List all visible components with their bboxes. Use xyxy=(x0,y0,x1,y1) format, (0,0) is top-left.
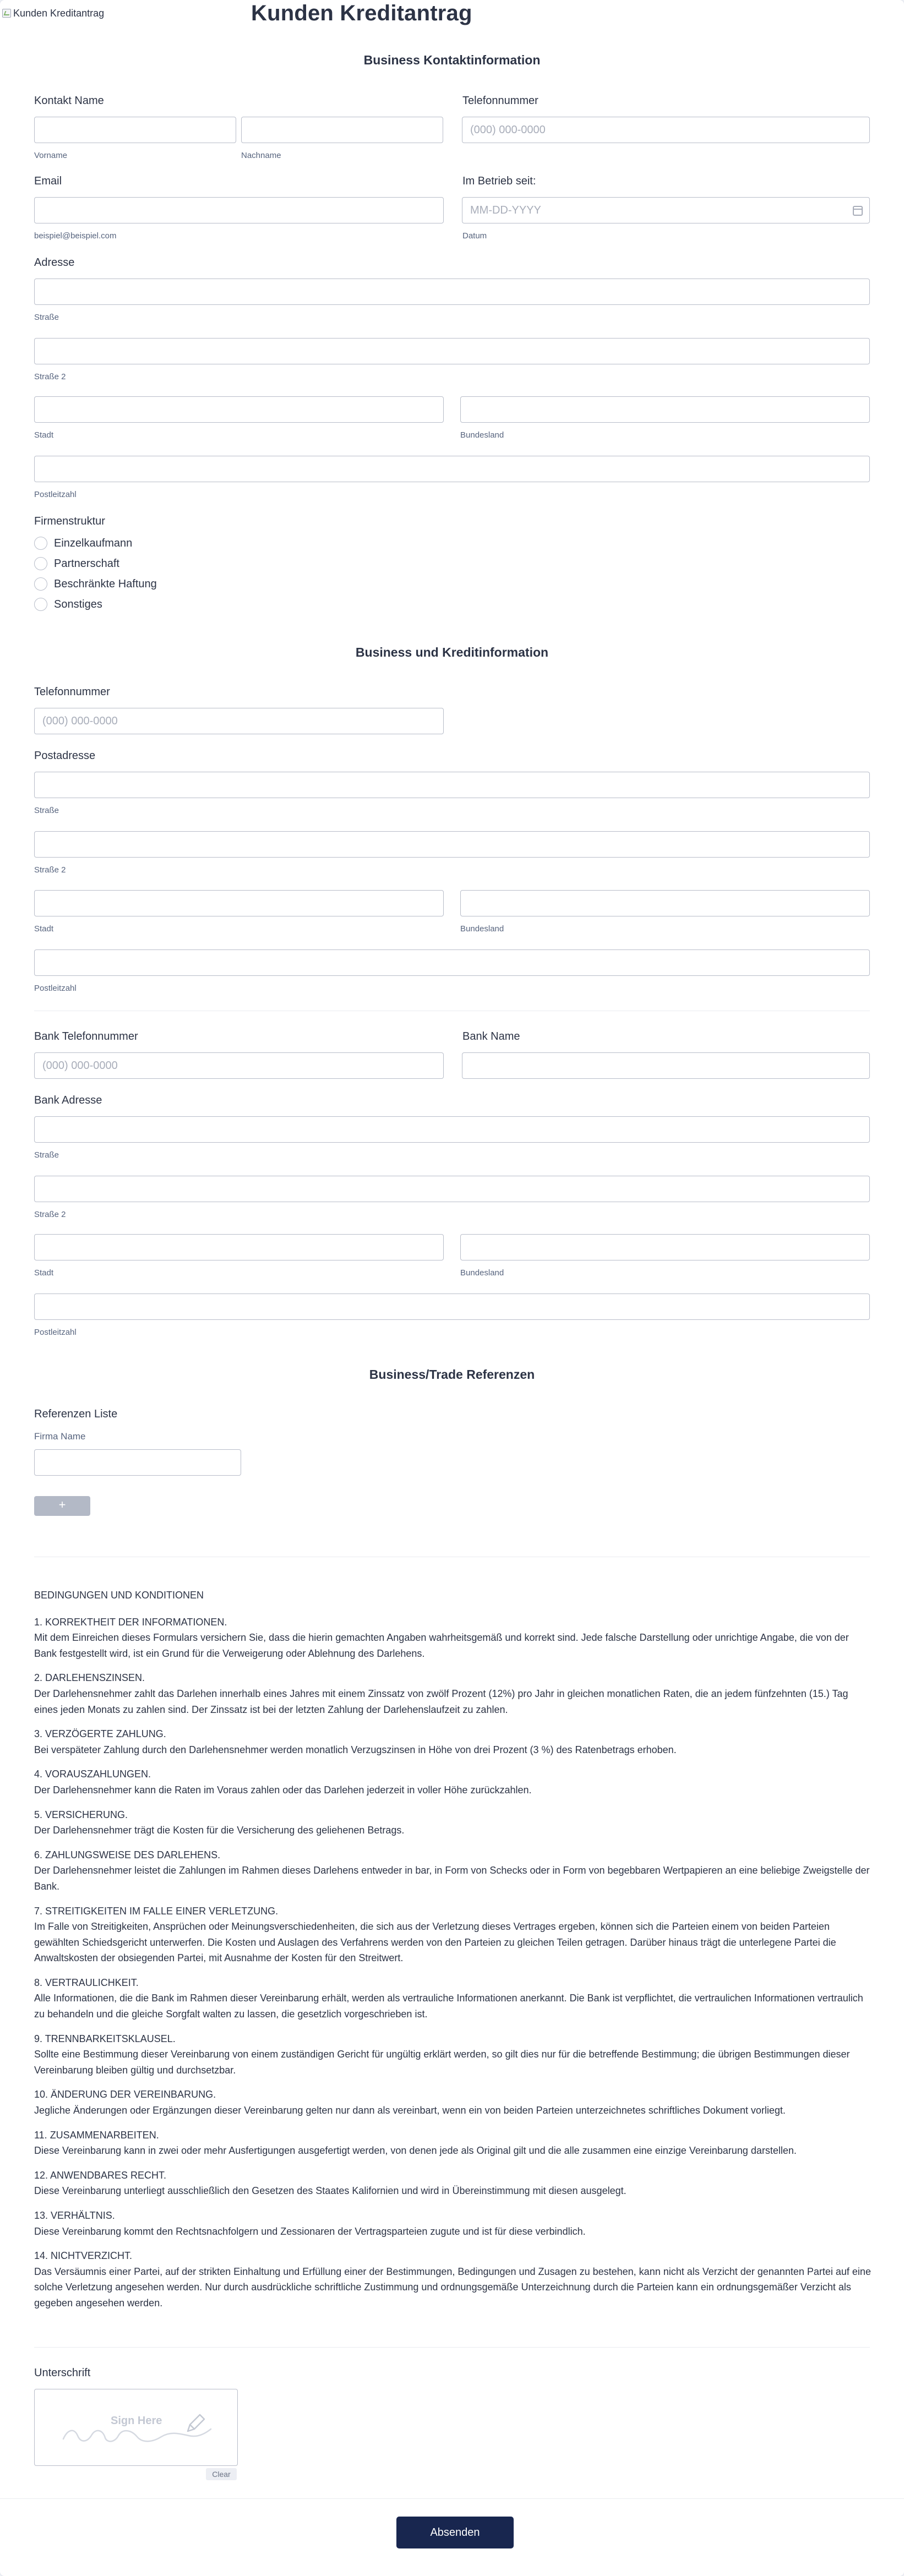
zip-sublabel: Postleitzahl xyxy=(34,490,77,499)
city-sublabel: Stadt xyxy=(34,924,54,934)
form-logo xyxy=(2,7,104,20)
radio-option-sole-proprietor[interactable] xyxy=(34,536,132,550)
city-sublabel: Stadt xyxy=(34,430,54,440)
street2-sublabel: Straße 2 xyxy=(34,1210,66,1219)
terms-item: 6. ZAHLUNGSWEISE DES DARLEHENS. Der Darlehensnehmer leistet die Zahlungen im Rahmen dieses Darlehens entweder in bar, in Form von Schecks oder in Form von begebbaren Wertpapieren an eine beliebige Zweigstelle der Bank. xyxy=(34,1849,870,1892)
postal-zip-input[interactable] xyxy=(34,949,870,976)
signature-scribble-icon xyxy=(35,2389,238,2466)
address-city-input[interactable] xyxy=(34,396,444,423)
zip-sublabel: Postleitzahl xyxy=(34,984,77,993)
radio-label: Sonstiges xyxy=(54,598,102,610)
city-sublabel: Stadt xyxy=(34,1268,54,1278)
radio-option-other[interactable] xyxy=(34,597,102,612)
bank-street-input[interactable] xyxy=(34,1116,870,1143)
logo-alt-text: Kunden Kreditantrag xyxy=(13,7,105,19)
email-input[interactable] xyxy=(34,197,444,223)
terms-item: 5. VERSICHERUNG. Der Darlehensnehmer trägt die Kosten für die Versicherung des geliehenen Betrags. xyxy=(34,1809,405,1836)
section-title-business-contact: Business Kontaktinformation xyxy=(363,53,541,67)
bank-street2-input[interactable] xyxy=(34,1176,870,1202)
postal-address-label: Postadresse xyxy=(34,750,96,762)
contact-name-label: Kontakt Name xyxy=(34,95,104,107)
zip-sublabel: Postleitzahl xyxy=(34,1328,77,1337)
state-sublabel: Bundesland xyxy=(460,924,504,934)
street-sublabel: Straße xyxy=(34,313,59,322)
terms-item: 4. VORAUSZAHLUNGEN. Der Darlehensnehmer kann die Raten im Voraus zahlen oder das Darlehen jederzeit in voller Höhe zurückzahlen. xyxy=(34,1769,532,1795)
broken-image-icon xyxy=(2,9,11,18)
postal-street-input[interactable] xyxy=(34,772,870,798)
terms-item: 3. VERZÖGERTE ZAHLUNG. Bei verspäteter Zahlung durch den Darlehensnehmer werden monatlich Verzugszinsen in Höhe von drei Prozent (3 %) des Ratenbetrags erhoben. xyxy=(34,1728,677,1755)
calendar-icon[interactable] xyxy=(853,206,863,216)
email-sublabel: beispiel@beispiel.com xyxy=(34,231,117,241)
address-state-input[interactable] xyxy=(460,396,870,423)
radio-button[interactable] xyxy=(34,537,47,550)
form-title: Kunden Kreditantrag xyxy=(251,1,472,25)
address-label: Adresse xyxy=(34,256,75,269)
postal-city-input[interactable] xyxy=(34,890,444,916)
state-sublabel: Bundesland xyxy=(460,430,504,440)
street-sublabel: Straße xyxy=(34,1150,59,1160)
date-sublabel: Datum xyxy=(462,231,487,241)
address-zip-input[interactable] xyxy=(34,456,870,482)
state-sublabel: Bundesland xyxy=(460,1268,504,1278)
bank-city-input[interactable] xyxy=(34,1234,444,1260)
email-label: Email xyxy=(34,175,62,187)
bank-state-input[interactable] xyxy=(460,1234,870,1260)
section-title-business-credit: Business und Kreditinformation xyxy=(355,645,549,659)
submit-area xyxy=(0,2498,904,2576)
company-structure-label: Firmenstruktur xyxy=(34,515,105,527)
terms-heading: BEDINGUNGEN UND KONDITIONEN xyxy=(34,1590,204,1601)
submit-button[interactable]: Absenden xyxy=(396,2517,514,2548)
section-title-trade-references: Business/Trade Referenzen xyxy=(369,1367,535,1382)
terms-item: 14. NICHTVERZICHT. Das Versäumnis einer Partei, auf der strikten Einhaltung und Erfüllung einer der Bestimmungen, Bedingungen und Zusagen zu bestehen, kann nicht als Verzicht der genannten Partei auf eine solche Verletzung angesehen werden. Nur durch ausdrückliche schriftliche Zustimmung und ordnungsgemäße Unterzeichnung durch die Parteien kann ein ordnungsgemäßer Verzicht als gegeben angesehen werden. xyxy=(34,2250,871,2308)
terms-item: 1. KORREKTHEIT DER INFORMATIONEN. Mit dem Einreichen dieses Formulars versichern Sie, dass die hierin gemachten Angaben wahrheitsgemäß und korrekt sind. Jede falsche Darstellung oder unrichtige Angabe, die von der Bank festgestellt wird, ist ein Grund für die Verweigerung oder Ablehnung des Darlehens. xyxy=(34,1616,849,1659)
postal-street2-input[interactable] xyxy=(34,831,870,858)
radio-option-limited-liability[interactable] xyxy=(34,577,157,591)
signature-label: Unterschrift xyxy=(34,2367,91,2379)
radio-label: Beschränkte Haftung xyxy=(54,577,157,590)
bank-zip-input[interactable] xyxy=(34,1294,870,1320)
terms-item: 12. ANWENDBARES RECHT. Diese Vereinbarung unterliegt ausschließlich den Gesetzen des Staates Kalifornien und wird in Übereinstimmung mit diesen ausgelegt. xyxy=(34,2169,627,2197)
address-street-input[interactable] xyxy=(34,279,870,305)
terms-item: 10. ÄNDERUNG DER VEREINBARUNG. Jegliche Änderungen oder Ergänzungen dieser Vereinbarung gelten nur dann als vereinbart, wenn ein von beiden Parteien unterzeichnetes schriftliches Dokument vorliegt. xyxy=(34,2089,786,2116)
last-name-sublabel: Nachname xyxy=(241,151,281,160)
street2-sublabel: Straße 2 xyxy=(34,865,66,875)
radio-label: Partnerschaft xyxy=(54,557,119,570)
radio-button[interactable] xyxy=(34,598,47,611)
terms-and-conditions xyxy=(34,1587,871,2320)
terms-item: 8. VERTRAULICHKEIT. Alle Informationen, die die Bank im Rahmen dieser Vereinbarung erhält, werden als vertrauliche Informationen anerkannt. Die Bank ist verpflichtet, die vertraulichen Informationen vertraulich zu behandeln und die gleiche Sorgfalt walten zu lassen, die gesetzlich vorgeschrieben ist. xyxy=(34,1977,863,2020)
sign-here-placeholder: Sign Here xyxy=(111,2415,162,2427)
street2-sublabel: Straße 2 xyxy=(34,372,66,381)
terms-item: 11. ZUSAMMENARBEITEN. Diese Vereinbarung kann in zwei oder mehr Ausfertigungen ausgefertigt werden, von denen jede als Original gilt und die alle zusammen eine einzige Vereinbarung darstellen. xyxy=(34,2129,797,2157)
first-name-sublabel: Vorname xyxy=(34,151,68,160)
credit-phone-input[interactable] xyxy=(34,708,444,734)
bank-address-label: Bank Adresse xyxy=(34,1094,102,1106)
company-name-column-label: Firma Name xyxy=(34,1431,86,1442)
reference-company-name-input[interactable] xyxy=(34,1449,241,1476)
clear-signature-button[interactable]: Clear xyxy=(206,2468,237,2480)
terms-item: 7. STREITIGKEITEN IM FALLE EINER VERLETZUNG. Im Falle von Streitigkeiten, Ansprüchen oder Meinungsverschiedenheiten, die sich aus der Verletzung dieses Vertrages ergeben, können sich die Parteien einem von beiden Parteien gewählten Schiedsgericht unterwerfen. Die Kosten und Auslagen des Verfahrens werden von den Parteien zu gleichen Teilen getragen. Darüber hinaus trägt die unterlegene Partei die Anwaltskosten der obsiegenden Partei, mit Ausnahme der Kosten für den Streitwert. xyxy=(34,1905,836,1964)
bank-phone-input[interactable] xyxy=(34,1052,444,1079)
bank-name-input[interactable] xyxy=(462,1052,870,1079)
add-row-button[interactable]: + xyxy=(34,1496,90,1516)
last-name-input[interactable] xyxy=(241,117,443,143)
in-business-since-label: Im Betrieb seit: xyxy=(462,175,536,187)
signature-pad[interactable] xyxy=(34,2389,238,2466)
address-street2-input[interactable] xyxy=(34,338,870,364)
radio-option-partnership[interactable] xyxy=(34,556,119,571)
phone-label: Telefonnummer xyxy=(462,95,538,107)
references-list-label: Referenzen Liste xyxy=(34,1408,118,1420)
radio-label: Einzelkaufmann xyxy=(54,537,133,549)
postal-state-input[interactable] xyxy=(460,890,870,916)
in-business-since-date-input[interactable] xyxy=(462,197,870,223)
terms-item: 2. DARLEHENSZINSEN. Der Darlehensnehmer zahlt das Darlehen innerhalb eines Jahres mit einem Zinssatz von zwölf Prozent (12%) pro Jahr in gleichen monatlichen Raten, die an jedem fünfzehnten (15.) Tag eines jeden Monats zu zahlen sind. Der Zinssatz ist bei der letzten Zahlung der Darlehenslaufzeit zu zahlen. xyxy=(34,1672,848,1715)
first-name-input[interactable] xyxy=(34,117,236,143)
bank-name-label: Bank Name xyxy=(462,1030,520,1043)
phone-input[interactable] xyxy=(462,117,870,143)
terms-item: 13. VERHÄLTNIS. Diese Vereinbarung kommt den Rechtsnachfolgern und Zessionaren der Vertragsparteien zugute und ist für diese verbindlich. xyxy=(34,2210,586,2237)
radio-button[interactable] xyxy=(34,577,47,591)
credit-phone-label: Telefonnummer xyxy=(34,686,110,698)
section-divider xyxy=(34,2347,870,2348)
bank-phone-label: Bank Telefonnummer xyxy=(34,1030,138,1043)
street-sublabel: Straße xyxy=(34,806,59,815)
radio-button[interactable] xyxy=(34,557,47,570)
terms-item: 9. TRENNBARKEITSKLAUSEL. Sollte eine Bestimmung dieser Vereinbarung von einem zuständigen Gericht für ungültig erklärt werden, so gilt dies nur für die betreffende Bestimmung; die übrigen Bestimmungen dieser Vereinbarung bleiben gültig und durchsetzbar. xyxy=(34,2033,850,2076)
